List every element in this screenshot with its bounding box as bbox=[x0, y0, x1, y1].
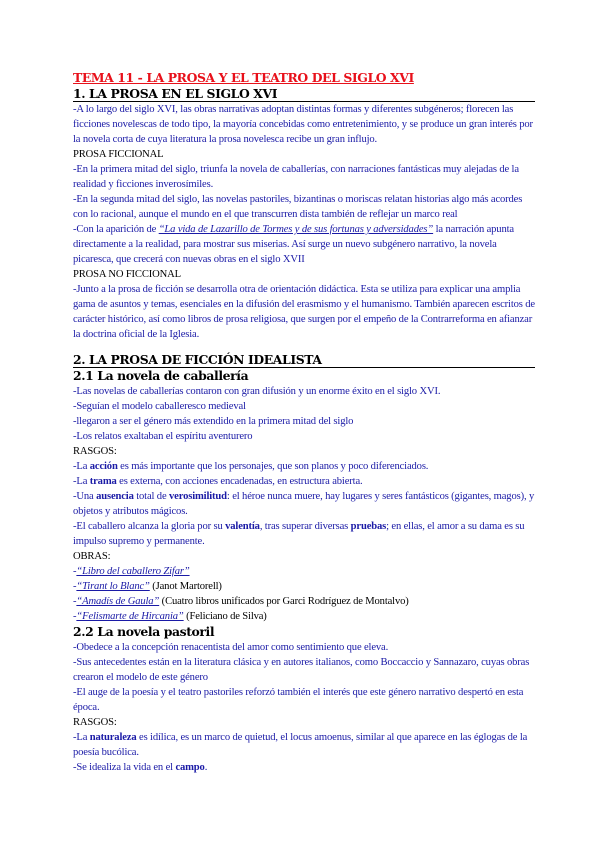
text-run: - bbox=[73, 596, 77, 607]
text-run: -Se idealiza la vida en el bbox=[73, 762, 176, 773]
text-run: : el héroe nunca muere, hay lugares y seres fantásticos (gigantes, magos), y objetos y atributos mágicos. bbox=[73, 491, 535, 517]
rasgo-trama bbox=[73, 474, 535, 489]
zifar-link[interactable]: “Libro del caballero Zifar” bbox=[76, 566, 190, 577]
text-run: total de bbox=[133, 491, 170, 502]
rasgo-valentia bbox=[73, 519, 535, 549]
prosa-ficcional-label: PROSA FICCIONAL bbox=[73, 149, 164, 160]
no-ficcional-item-1: -Junto a la prosa de ficción se desarrolla otra de orientación didáctica. Esta se utiliza para explicar una amplia gama de asuntos y temas, esenciales en la difusión del erasmismo y el humanismo. También aparecen escritos de carácter histórico, así como libros de prosa religiosa, que surgen por el empeño de la Contrarreforma en afianzar la doctrina oficial de la Iglesia. bbox=[73, 284, 535, 340]
text-run: es idílica, es un marco de quietud, el locus amoenus, similar al que aparece en las églogas de la poesía bucólica. bbox=[73, 732, 528, 758]
rasgo-campo bbox=[73, 760, 535, 775]
keyword: acción bbox=[89, 461, 118, 472]
text-run: -La bbox=[73, 461, 90, 472]
text-run: es más importante que los personajes, que son planos y poco diferenciados. bbox=[117, 461, 429, 472]
text-run: . bbox=[204, 762, 208, 773]
keyword: valentía bbox=[225, 521, 260, 532]
tirant-link[interactable]: “Tirant lo Blanc” bbox=[76, 581, 150, 592]
text-run: - bbox=[73, 581, 77, 592]
pastoril-rasgos-label: RASGOS: bbox=[73, 717, 117, 728]
pastoril-item-1: -Obedece a la concepción renacentista del amor como sentimiento que eleva. bbox=[73, 642, 389, 653]
text-run: (Feliciano de Silva) bbox=[183, 611, 267, 622]
rasgo-ausencia bbox=[73, 489, 535, 519]
text-run: - bbox=[73, 566, 77, 577]
keyword: campo bbox=[175, 762, 205, 773]
text-run: -Con la aparición de bbox=[73, 224, 159, 235]
pastoril-item-2: -Sus antecedentes están en la literatura clásica y en autores italianos, como Boccaccio y Sannazaro, cuyas obras crearon el modelo de este género bbox=[73, 657, 530, 683]
text-run: -La bbox=[73, 476, 90, 487]
text-run: -El caballero alcanza la gloria por su bbox=[73, 521, 226, 532]
lazarillo-link[interactable]: “La vida de Lazarillo de Tormes y de sus fortunas y adversidades” bbox=[158, 224, 434, 235]
rasgo-accion bbox=[73, 459, 535, 474]
caballeria-item-4: -Los relatos exaltaban el espíritu aventurero bbox=[73, 431, 253, 442]
obras-label: OBRAS: bbox=[73, 551, 111, 562]
keyword: verosimilitud bbox=[169, 491, 227, 502]
document-page bbox=[73, 70, 535, 775]
section-1-intro: -A lo largo del siglo XVI, las obras narrativas adoptan distintas formas y diferentes subgéneros; florecen las ficciones novelescas de todo tipo, la mayoría concebidas como entretenimiento, y se produce un gran interés por la novela corta de cuya literatura la prosa novelesca recibe un gran influjo. bbox=[73, 104, 533, 145]
text-run: (Cuatro libros unificados por Garci Rodríguez de Montalvo) bbox=[159, 596, 409, 607]
caballeria-item-2: -Seguían el modelo caballeresco medieval bbox=[73, 401, 246, 412]
keyword: pruebas bbox=[350, 521, 387, 532]
subsection-2-1-heading: 2.1 La novela de caballería bbox=[73, 368, 249, 383]
section-2-heading: 2. LA PROSA DE FICCIÓN IDEALISTA bbox=[73, 352, 535, 368]
obra-tirant bbox=[73, 579, 535, 594]
obra-felismarte bbox=[73, 609, 535, 624]
text-run: (Janot Martorell) bbox=[149, 581, 222, 592]
text-run: - bbox=[73, 611, 77, 622]
caballeria-item-3: -llegaron a ser el género más extendido en la primera mitad del siglo bbox=[73, 416, 354, 427]
keyword: naturaleza bbox=[89, 732, 137, 743]
subsection-2-2-heading: 2.2 La novela pastoril bbox=[73, 624, 215, 639]
document-title: TEMA 11 - LA PROSA Y EL TEATRO DEL SIGLO XVI bbox=[73, 70, 414, 85]
pastoril-item-3: -El auge de la poesía y el teatro pastoriles reforzó también el interés que este género narrativo despertó en esta época. bbox=[73, 687, 524, 713]
text-run: -Una bbox=[73, 491, 97, 502]
text-run: ; en ellas, el amor a su dama es su impulso supremo y permanente. bbox=[73, 521, 525, 547]
rasgos-label: RASGOS: bbox=[73, 446, 117, 457]
ficcional-item-1: -En la primera mitad del siglo, triunfa la novela de caballerías, con narraciones fantásticas muy alejadas de la realidad y ficciones inverosímiles. bbox=[73, 164, 519, 190]
section-1-heading: 1. LA PROSA EN EL SIGLO XVI bbox=[73, 86, 535, 102]
text-run: -La bbox=[73, 732, 90, 743]
text-run: la narración apunta directamente a la realidad, para mostrar sus miserias. Así surge un nuevo subgénero narrativo, la novela picaresca, que crecerá con nuevas obras en el siglo XVII bbox=[73, 224, 514, 265]
obra-amadis bbox=[73, 594, 535, 609]
caballeria-item-1: -Las novelas de caballerías contaron con gran difusión y un enorme éxito en el siglo XVI. bbox=[73, 386, 441, 397]
rasgo-naturaleza bbox=[73, 730, 535, 760]
keyword: trama bbox=[89, 476, 117, 487]
ficcional-item-3 bbox=[73, 222, 535, 267]
obra-zifar bbox=[73, 564, 535, 579]
prosa-no-ficcional-label: PROSA NO FICCIONAL bbox=[73, 269, 181, 280]
text-run: , tras superar diversas bbox=[259, 521, 351, 532]
text-run: es externa, con acciones encadenadas, en estructura abierta. bbox=[116, 476, 363, 487]
felismarte-link[interactable]: “Felismarte de Hircania” bbox=[76, 611, 184, 622]
keyword: ausencia bbox=[96, 491, 134, 502]
ficcional-item-2: -En la segunda mitad del siglo, las novelas pastoriles, bizantinas o moriscas relatan historias algo más acordes con lo racional, aunque el mundo en el que transcurren dista también de reflejar un marco real bbox=[73, 194, 523, 220]
amadis-link[interactable]: “Amadís de Gaula” bbox=[76, 596, 160, 607]
